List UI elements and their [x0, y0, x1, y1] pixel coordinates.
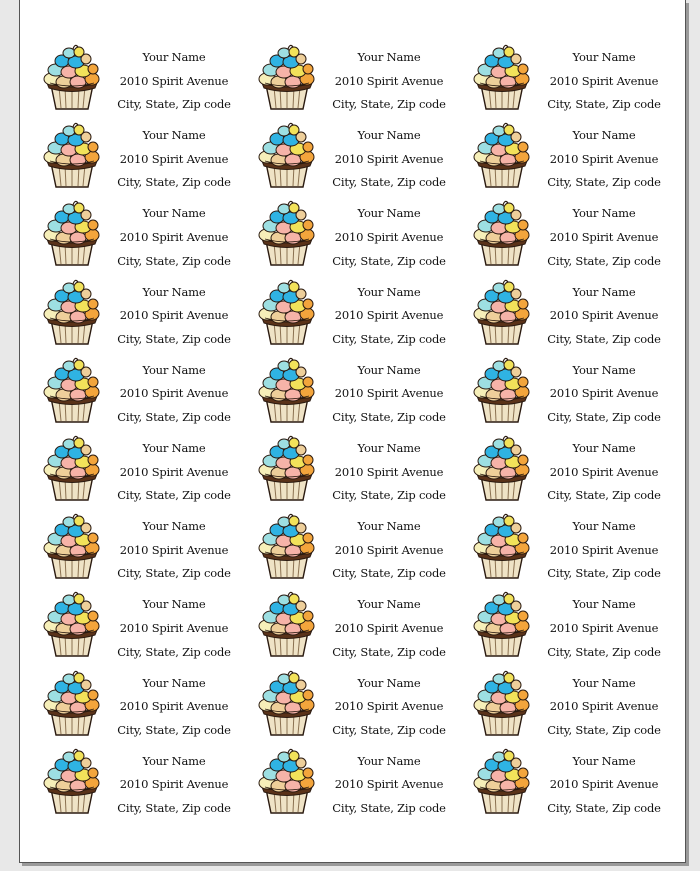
- label-street: 2010 Spirit Avenue: [549, 308, 659, 323]
- label-city-line: City, State, Zip code: [547, 331, 661, 346]
- label-city-line: City, State, Zip code: [117, 253, 231, 268]
- label-city-line: City, State, Zip code: [332, 409, 446, 424]
- label-city-line: City, State, Zip code: [332, 644, 446, 659]
- address-label: [450, 116, 665, 194]
- address-lines: [104, 593, 244, 664]
- label-street: 2010 Spirit Avenue: [119, 308, 229, 323]
- label-street: 2010 Spirit Avenue: [334, 464, 444, 479]
- cupcake-icon: [472, 121, 532, 191]
- cupcake-icon: [257, 121, 317, 191]
- address-label: [450, 38, 665, 116]
- label-name: Your Name: [142, 206, 206, 221]
- address-label: [450, 429, 665, 507]
- address-label: [20, 742, 235, 820]
- address-label: [235, 742, 450, 820]
- label-city-line: City, State, Zip code: [547, 409, 661, 424]
- label-city-line: City, State, Zip code: [332, 175, 446, 190]
- label-street: 2010 Spirit Avenue: [334, 620, 444, 635]
- label-name: Your Name: [572, 519, 636, 534]
- label-name: Your Name: [142, 597, 206, 612]
- label-city-line: City, State, Zip code: [117, 175, 231, 190]
- cupcake-icon: [42, 43, 102, 113]
- label-name: Your Name: [357, 753, 421, 768]
- label-name: Your Name: [357, 206, 421, 221]
- label-city-line: City, State, Zip code: [332, 488, 446, 503]
- cupcake-icon: [472, 747, 532, 817]
- address-lines: [319, 515, 459, 586]
- address-lines: [319, 750, 459, 821]
- address-lines: [319, 124, 459, 195]
- cupcake-icon: [472, 590, 532, 660]
- label-name: Your Name: [572, 440, 636, 455]
- cupcake-icon: [472, 669, 532, 739]
- cupcake-icon: [472, 278, 532, 348]
- label-name: Your Name: [357, 519, 421, 534]
- label-name: Your Name: [357, 440, 421, 455]
- label-street: 2010 Spirit Avenue: [334, 542, 444, 557]
- label-name: Your Name: [142, 675, 206, 690]
- label-name: Your Name: [142, 50, 206, 64]
- label-city-line: City, State, Zip code: [117, 644, 231, 659]
- address-label: [20, 351, 235, 429]
- label-street: 2010 Spirit Avenue: [334, 777, 444, 792]
- address-lines: [319, 593, 459, 664]
- label-city-line: City, State, Zip code: [332, 253, 446, 268]
- label-street: 2010 Spirit Avenue: [119, 464, 229, 479]
- label-street: 2010 Spirit Avenue: [334, 151, 444, 166]
- label-city-line: City, State, Zip code: [547, 644, 661, 659]
- address-lines: [319, 202, 459, 273]
- cupcake-icon: [472, 43, 532, 113]
- label-city-line: City, State, Zip code: [332, 97, 446, 112]
- label-street: 2010 Spirit Avenue: [334, 308, 444, 323]
- cupcake-icon: [42, 356, 102, 426]
- cupcake-icon: [257, 434, 317, 504]
- label-street: 2010 Spirit Avenue: [334, 699, 444, 714]
- label-city-line: City, State, Zip code: [332, 331, 446, 346]
- address-label: [235, 351, 450, 429]
- cupcake-icon: [257, 278, 317, 348]
- label-name: Your Name: [357, 597, 421, 612]
- label-city-line: City, State, Zip code: [117, 488, 231, 503]
- label-name: Your Name: [357, 128, 421, 143]
- label-name: Your Name: [572, 597, 636, 612]
- label-street: 2010 Spirit Avenue: [119, 777, 229, 792]
- cupcake-icon: [472, 434, 532, 504]
- cupcake-icon: [257, 512, 317, 582]
- address-lines: [104, 750, 244, 821]
- cupcake-icon: [42, 590, 102, 660]
- address-lines: [534, 437, 674, 508]
- address-label: [235, 664, 450, 742]
- label-street: 2010 Spirit Avenue: [549, 386, 659, 401]
- address-label: [20, 585, 235, 663]
- address-lines: [104, 359, 244, 430]
- cupcake-icon: [42, 278, 102, 348]
- address-label: [20, 429, 235, 507]
- label-street: 2010 Spirit Avenue: [119, 386, 229, 401]
- address-lines: [104, 124, 244, 195]
- address-label: [235, 116, 450, 194]
- address-lines: [534, 202, 674, 273]
- label-name: Your Name: [142, 753, 206, 768]
- label-street: 2010 Spirit Avenue: [549, 699, 659, 714]
- address-lines: [534, 672, 674, 743]
- address-label: [20, 664, 235, 742]
- address-label: [235, 585, 450, 663]
- address-label: [20, 273, 235, 351]
- label-sheet: [19, 0, 686, 863]
- label-street: 2010 Spirit Avenue: [119, 151, 229, 166]
- label-street: 2010 Spirit Avenue: [334, 229, 444, 244]
- label-street: 2010 Spirit Avenue: [334, 73, 444, 88]
- address-label: [235, 429, 450, 507]
- address-label: [450, 273, 665, 351]
- cupcake-icon: [472, 199, 532, 269]
- label-name: Your Name: [142, 128, 206, 143]
- label-grid: [20, 38, 685, 820]
- cupcake-icon: [257, 199, 317, 269]
- label-street: 2010 Spirit Avenue: [549, 620, 659, 635]
- label-city-line: City, State, Zip code: [117, 566, 231, 581]
- cupcake-icon: [42, 434, 102, 504]
- label-city-line: City, State, Zip code: [332, 566, 446, 581]
- label-city-line: City, State, Zip code: [117, 722, 231, 737]
- address-label: [20, 116, 235, 194]
- address-lines: [104, 202, 244, 273]
- address-label: [20, 38, 235, 116]
- label-street: 2010 Spirit Avenue: [549, 464, 659, 479]
- address-lines: [104, 46, 244, 117]
- address-lines: [534, 593, 674, 664]
- address-label: [235, 38, 450, 116]
- label-name: Your Name: [572, 753, 636, 768]
- label-street: 2010 Spirit Avenue: [119, 229, 229, 244]
- address-lines: [534, 46, 674, 117]
- address-lines: [104, 437, 244, 508]
- label-street: 2010 Spirit Avenue: [549, 73, 659, 88]
- address-lines: [104, 515, 244, 586]
- label-city-line: City, State, Zip code: [117, 800, 231, 815]
- label-name: Your Name: [572, 362, 636, 377]
- address-label: [20, 194, 235, 272]
- address-lines: [534, 359, 674, 430]
- label-name: Your Name: [572, 50, 636, 64]
- label-name: Your Name: [142, 284, 206, 299]
- address-label: [235, 273, 450, 351]
- label-city-line: City, State, Zip code: [547, 97, 661, 112]
- address-label: [235, 507, 450, 585]
- address-label: [450, 585, 665, 663]
- label-name: Your Name: [357, 50, 421, 64]
- address-label: [235, 194, 450, 272]
- address-label: [20, 507, 235, 585]
- label-name: Your Name: [142, 362, 206, 377]
- label-city-line: City, State, Zip code: [547, 566, 661, 581]
- label-city-line: City, State, Zip code: [547, 175, 661, 190]
- address-label: [450, 194, 665, 272]
- label-street: 2010 Spirit Avenue: [119, 73, 229, 88]
- label-street: 2010 Spirit Avenue: [119, 542, 229, 557]
- cupcake-icon: [257, 356, 317, 426]
- cupcake-icon: [42, 199, 102, 269]
- cupcake-icon: [257, 43, 317, 113]
- label-street: 2010 Spirit Avenue: [549, 151, 659, 166]
- label-name: Your Name: [572, 206, 636, 221]
- cupcake-icon: [257, 669, 317, 739]
- label-name: Your Name: [357, 284, 421, 299]
- label-name: Your Name: [142, 519, 206, 534]
- label-street: 2010 Spirit Avenue: [119, 620, 229, 635]
- label-city-line: City, State, Zip code: [332, 722, 446, 737]
- address-label: [450, 664, 665, 742]
- address-lines: [104, 672, 244, 743]
- address-lines: [319, 281, 459, 352]
- label-street: 2010 Spirit Avenue: [549, 542, 659, 557]
- label-city-line: City, State, Zip code: [547, 800, 661, 815]
- cupcake-icon: [42, 121, 102, 191]
- address-lines: [534, 750, 674, 821]
- label-name: Your Name: [572, 128, 636, 143]
- label-city-line: City, State, Zip code: [547, 488, 661, 503]
- label-street: 2010 Spirit Avenue: [549, 229, 659, 244]
- label-city-line: City, State, Zip code: [117, 331, 231, 346]
- cupcake-icon: [472, 356, 532, 426]
- address-lines: [534, 124, 674, 195]
- address-label: [450, 742, 665, 820]
- cupcake-icon: [472, 512, 532, 582]
- address-lines: [104, 281, 244, 352]
- cupcake-icon: [42, 512, 102, 582]
- label-street: 2010 Spirit Avenue: [334, 386, 444, 401]
- address-lines: [534, 281, 674, 352]
- label-city-line: City, State, Zip code: [117, 409, 231, 424]
- label-name: Your Name: [572, 284, 636, 299]
- label-name: Your Name: [572, 675, 636, 690]
- address-label: [450, 351, 665, 429]
- label-street: 2010 Spirit Avenue: [119, 699, 229, 714]
- label-name: Your Name: [357, 362, 421, 377]
- cupcake-icon: [42, 669, 102, 739]
- label-city-line: City, State, Zip code: [547, 722, 661, 737]
- cupcake-icon: [42, 747, 102, 817]
- label-city-line: City, State, Zip code: [547, 253, 661, 268]
- label-name: Your Name: [142, 440, 206, 455]
- label-city-line: City, State, Zip code: [332, 800, 446, 815]
- address-lines: [534, 515, 674, 586]
- label-street: 2010 Spirit Avenue: [549, 777, 659, 792]
- label-name: Your Name: [357, 675, 421, 690]
- address-label: [450, 507, 665, 585]
- address-lines: [319, 672, 459, 743]
- address-lines: [319, 359, 459, 430]
- label-city-line: City, State, Zip code: [117, 97, 231, 112]
- cupcake-icon: [257, 590, 317, 660]
- address-lines: [319, 437, 459, 508]
- cupcake-icon: [257, 747, 317, 817]
- address-lines: [319, 46, 459, 117]
